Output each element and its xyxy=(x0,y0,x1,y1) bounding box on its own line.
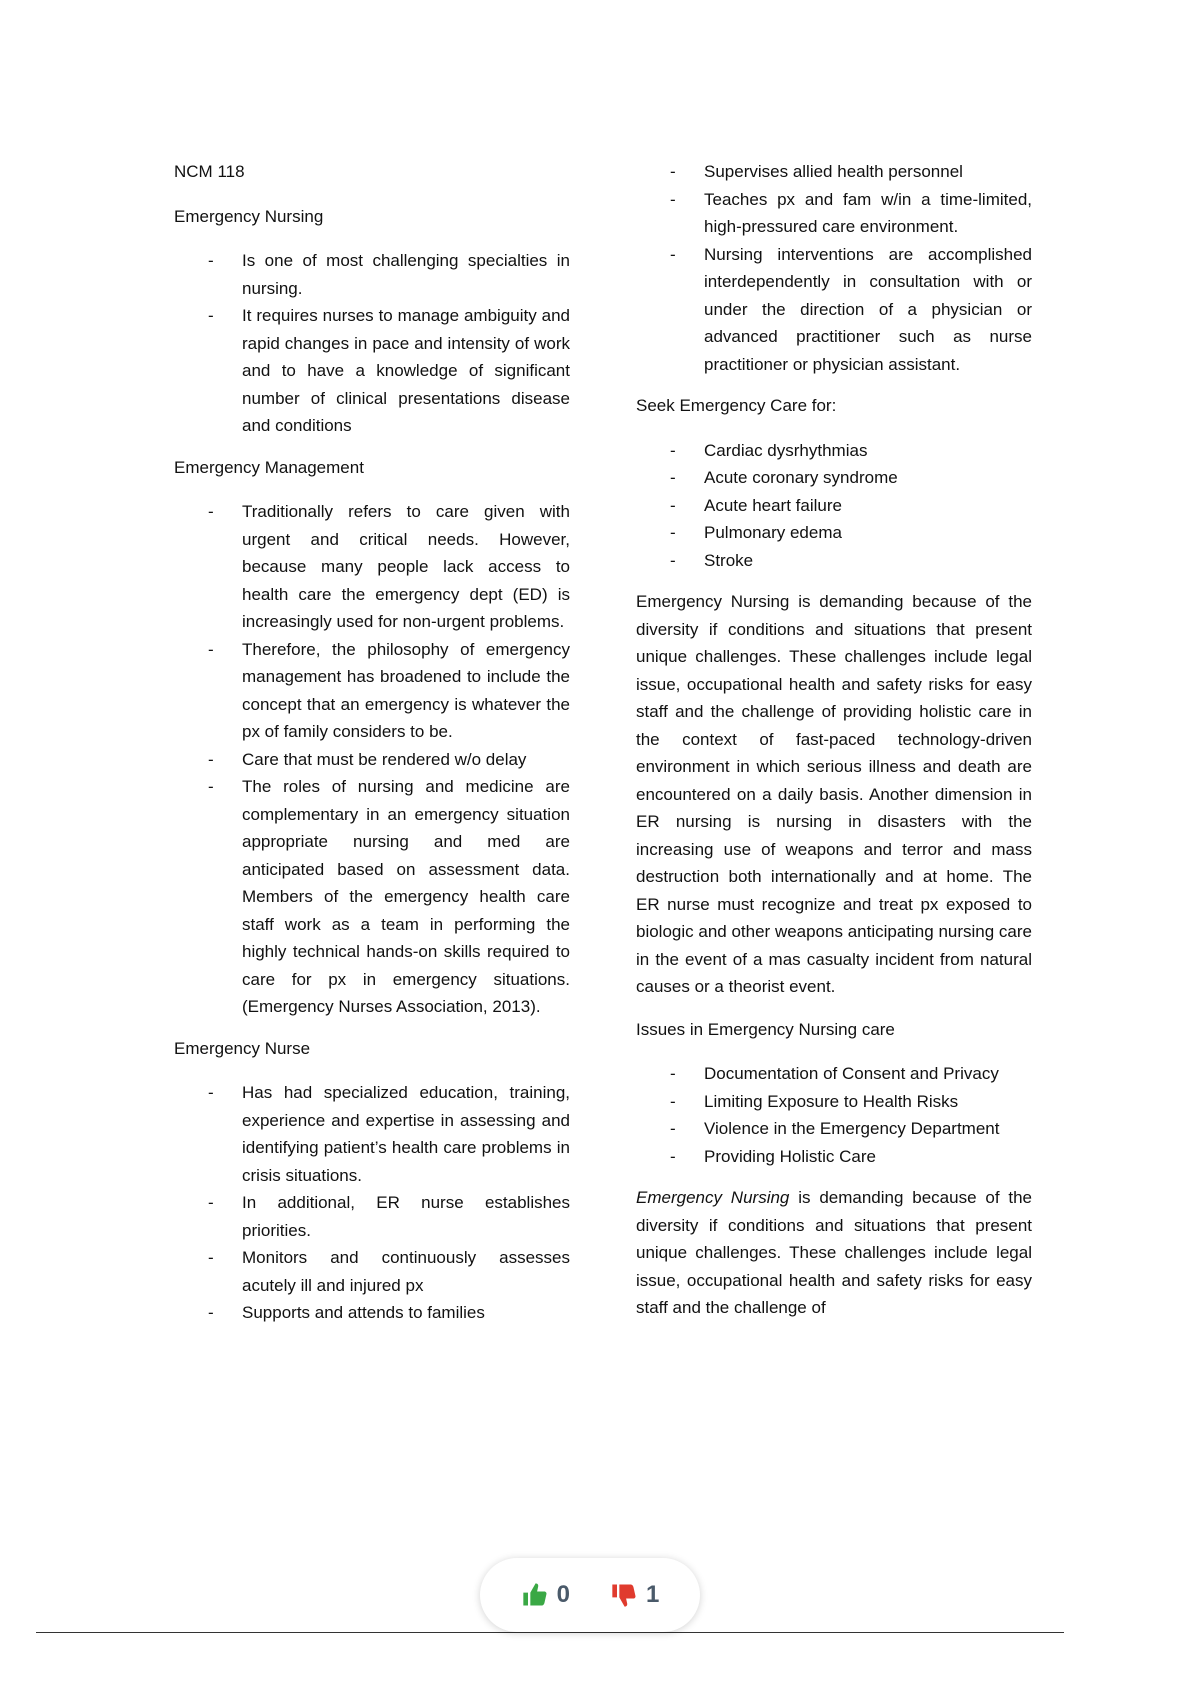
list-item: - Stroke xyxy=(636,547,1032,575)
emergency-nursing-list xyxy=(174,247,570,440)
list-item: - It requires nurses to manage ambiguity and rapid changes in pace and intensity of work and to have a knowledge of significant number of clinical presentations disease and conditions xyxy=(174,302,570,440)
list-item: - Providing Holistic Care xyxy=(636,1143,1032,1171)
seek-care-list xyxy=(636,437,1032,575)
list-item: - Has had specialized education, training, experience and expertise in assessing and identifying patient’s health care problems in crisis situations. xyxy=(174,1079,570,1189)
list-item: - Traditionally refers to care given with urgent and critical needs. However, because many people lack access to health care the emergency dept (ED) is increasingly used for non-urgent problems. xyxy=(174,498,570,636)
list-item: - Acute heart failure xyxy=(636,492,1032,520)
right-column xyxy=(636,158,1032,1337)
list-item: - Pulmonary edema xyxy=(636,519,1032,547)
heading-emergency-nurse: Emergency Nurse xyxy=(174,1038,311,1058)
list-item: - Teaches px and fam w/in a time-limited, high-pressured care environment. xyxy=(636,186,1032,241)
thumbs-down-icon xyxy=(610,1581,638,1609)
list-item: - Monitors and continuously assesses acutely ill and injured px xyxy=(174,1244,570,1299)
issues-list xyxy=(636,1060,1032,1170)
upvote-button[interactable] xyxy=(521,1581,570,1609)
list-item: - Therefore, the philosophy of emergency management has broadened to include the concept that an emergency is whatever the px of family considers to be. xyxy=(174,636,570,746)
italic-lead: Emergency Nursing xyxy=(636,1188,790,1207)
heading-seek-emergency-care: Seek Emergency Care for: xyxy=(636,396,837,415)
list-item: - Nursing interventions are accomplished interdependently in consultation with or under the direction of a physician or advanced practitioner such as nurse practitioner or physician assistant. xyxy=(636,241,1032,379)
list-item: - Care that must be rendered w/o delay xyxy=(174,746,570,774)
footer-rule xyxy=(36,1632,1064,1633)
vote-bar xyxy=(480,1558,700,1632)
demanding-paragraph: Emergency Nursing is demanding because of the diversity if conditions and situations that present unique challenges. These challenges include legal issue, occupational health and safety risks for easy staff and the challenge of providing holistic care in the context of fast-paced technology-driven environment in which serious illness and death are encountered on a daily basis. Another dimension in ER nursing is nursing in disasters with the increasing use of weapons and terror and mass destruction both internationally and at home. The ER nurse must recognize and treat px exposed to biologic and other weapons anticipating nursing care in the event of a mas casualty incident from natural causes or a theorist event. xyxy=(636,592,1032,996)
list-item: - Limiting Exposure to Health Risks xyxy=(636,1088,1032,1116)
emergency-nurse-list-continued xyxy=(636,158,1032,378)
thumbs-up-icon xyxy=(521,1581,549,1609)
closing-paragraph xyxy=(636,1184,1032,1322)
list-item: - Acute coronary syndrome xyxy=(636,464,1032,492)
list-item: - Supervises allied health personnel xyxy=(636,158,1032,186)
list-item: - In additional, ER nurse establishes priorities. xyxy=(174,1189,570,1244)
list-item: - The roles of nursing and medicine are complementary in an emergency situation appropriate nursing and med are anticipated based on assessment data. Members of the emergency health care staff work as a team in performing the highly technical hands-on skills required to care for px in emergency situations. (Emergency Nurses Association, 2013). xyxy=(174,773,570,1021)
list-item: - Violence in the Emergency Department xyxy=(636,1115,1032,1143)
heading-emergency-nursing: Emergency Nursing xyxy=(174,206,324,226)
downvote-button[interactable] xyxy=(610,1581,659,1609)
list-item: - Documentation of Consent and Privacy xyxy=(636,1060,1032,1088)
downvote-count: 1 xyxy=(646,1581,660,1608)
heading-emergency-management: Emergency Management xyxy=(174,457,364,477)
emergency-management-list xyxy=(174,498,570,1021)
list-item: - Is one of most challenging specialties in nursing. xyxy=(174,247,570,302)
upvote-count: 0 xyxy=(556,1581,570,1608)
emergency-nurse-list xyxy=(174,1079,570,1327)
list-item: - Supports and attends to families xyxy=(174,1299,570,1327)
closing-paragraph-text: is demanding because of the diversity if conditions and situations that present unique challenges. These challenges include legal issue, occupational health and safety risks for easy staff and the challenge of xyxy=(636,1188,1032,1317)
heading-issues: Issues in Emergency Nursing care xyxy=(636,1019,895,1039)
left-column xyxy=(174,158,570,1341)
course-code: NCM 118 xyxy=(174,162,245,181)
list-item: - Cardiac dysrhythmias xyxy=(636,437,1032,465)
